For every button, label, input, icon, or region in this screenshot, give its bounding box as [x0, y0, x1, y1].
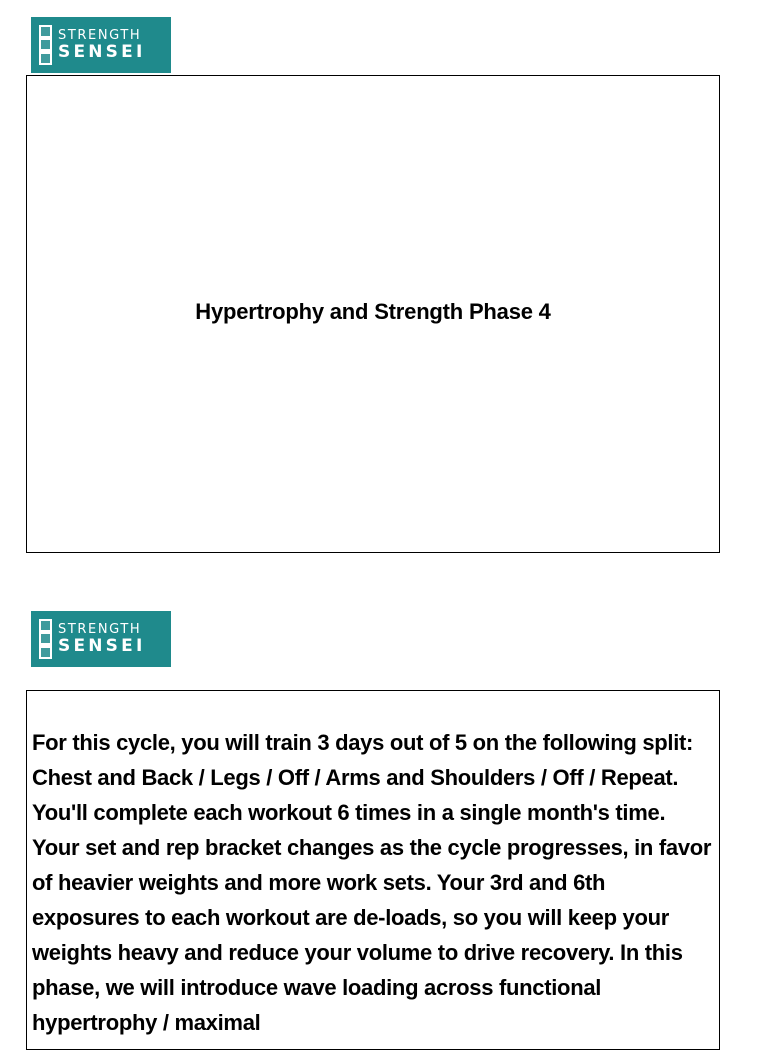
strength-sensei-logo	[31, 17, 171, 73]
kanji-seal-icon	[39, 619, 52, 659]
intro-paragraph: For this cycle, you will train 3 days out of 5 on the following split: Chest and Back / Legs / Off / Arms and Shoulders / Off / Repeat. You'll complete each workout 6 times in a single month's time. Your set and rep bracket changes as the cycle progresses, in favor of heavier weights and more work sets. Your 3rd and 6th exposures to each workout are de-loads, so you will keep your weights heavy and reduce your volume to drive recovery. In this phase, we will introduce wave loading across functional hypertrophy / maximal	[32, 730, 712, 1035]
title-page-frame	[26, 75, 720, 553]
logo-wordmark	[58, 29, 145, 61]
logo-line-sensei: SENSEI	[58, 42, 146, 62]
page-title: Hypertrophy and Strength Phase 4	[195, 298, 551, 324]
logo-wordmark	[58, 623, 145, 655]
logo-line-strength: STRENGTH	[58, 28, 142, 43]
logo-line-strength: STRENGTH	[58, 622, 142, 637]
strength-sensei-logo	[31, 611, 171, 667]
logo-line-sensei: SENSEI	[58, 636, 146, 656]
kanji-seal-icon	[39, 25, 52, 65]
intro-page-frame	[26, 690, 720, 1050]
